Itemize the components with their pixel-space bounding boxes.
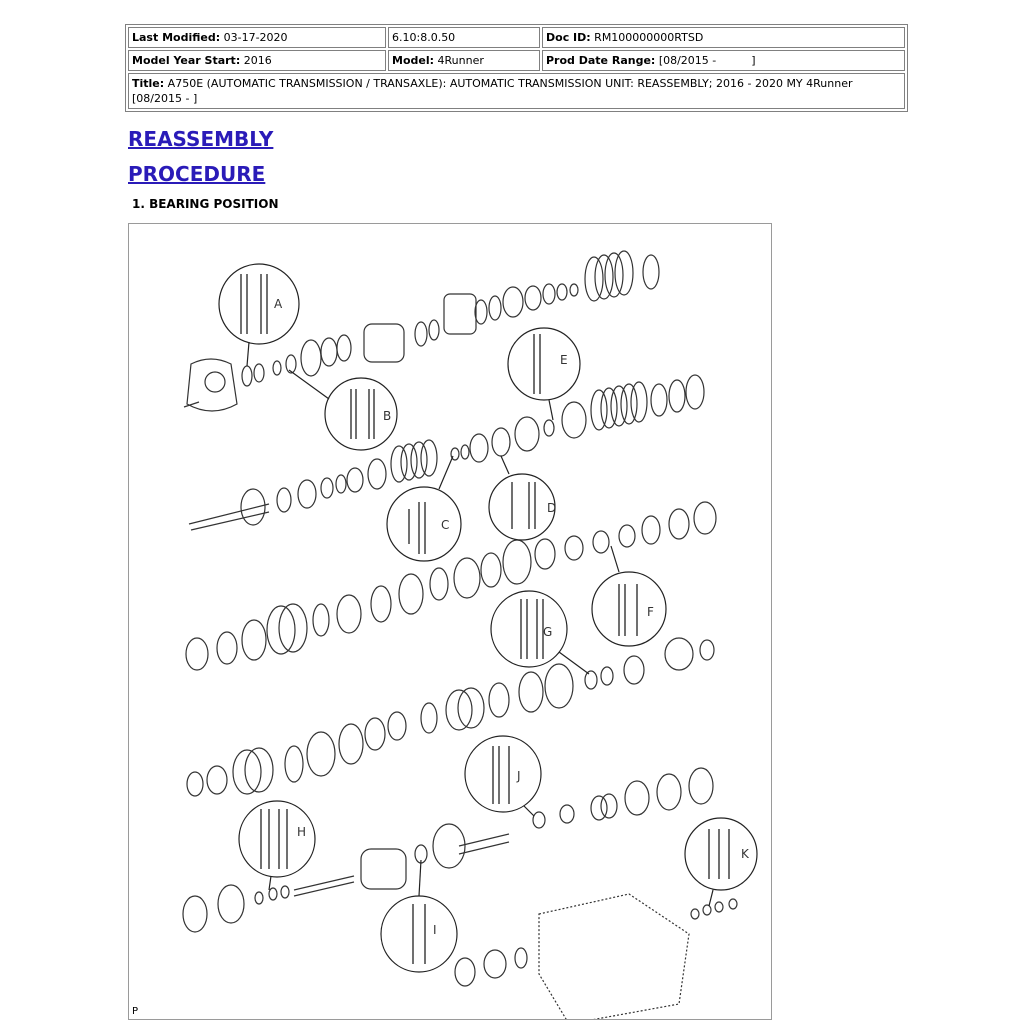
last-modified-cell [128, 27, 386, 48]
callout-e-circle [508, 328, 580, 400]
callout-h-circle [239, 801, 315, 877]
title-cell [128, 73, 905, 109]
callout-g-circle [491, 591, 567, 667]
clutch-drum-1 [364, 324, 404, 362]
intermediate-shaft [294, 876, 354, 890]
callout-label-c: C [441, 518, 450, 532]
callout-a-circle [219, 264, 299, 344]
callout-label-a: A [274, 297, 283, 311]
callout-f-circle [592, 572, 666, 646]
model-value: 4Runner [437, 54, 484, 67]
callout-d-circle [489, 474, 555, 540]
prod-date-cell [542, 50, 905, 71]
title-value: A750E (AUTOMATIC TRANSMISSION / TRANSAXLE): AUTOMATIC TRANSMISSION UNIT: REASSEMBLY; 2016 - 2020 MY 4Runner [08/2015 - ] [132, 77, 853, 105]
clutch-drum-2 [444, 294, 476, 334]
model-label: Model: [392, 54, 435, 67]
prod-date-value: [08/2015 - ] [658, 54, 756, 67]
procedure-heading[interactable]: PROCEDURE [128, 162, 266, 186]
callout-label-i: I [433, 923, 437, 937]
clutch-pack-1 [585, 257, 603, 301]
doc-id-value: RM100000000RTSD [594, 31, 704, 44]
callout-label-e: E [560, 353, 568, 367]
transmission-case [539, 894, 689, 1019]
model-cell [388, 50, 540, 71]
last-modified-label: Last Modified: [132, 31, 221, 44]
exploded-view-drawing [129, 224, 771, 1019]
prod-date-label: Prod Date Range: [546, 54, 656, 67]
title-label: Title: [132, 77, 165, 90]
version-cell [388, 27, 540, 48]
callout-label-k: K [741, 847, 749, 861]
callout-j-circle [465, 736, 541, 812]
step-bearing-position: 1. BEARING POSITION [132, 197, 279, 211]
callout-label-h: H [297, 825, 307, 839]
doc-id-cell [542, 27, 905, 48]
pump-hub [205, 372, 225, 392]
callout-label-g: G [543, 625, 553, 639]
callout-label-d: D [547, 501, 557, 515]
callout-label-j: J [517, 769, 521, 783]
version-value: 6.10:8.0.50 [392, 31, 456, 44]
figure-code: P [132, 1006, 139, 1017]
bearing-callouts [219, 264, 757, 972]
reassembly-heading[interactable]: REASSEMBLY [128, 127, 274, 151]
doc-id-label: Doc ID: [546, 31, 591, 44]
exploded-view-illustration [128, 223, 772, 1020]
clutch-drum-3 [361, 849, 406, 889]
model-year-cell [128, 50, 386, 71]
callout-label-b: B [383, 409, 392, 423]
callout-i-circle [381, 896, 457, 972]
model-year-value: 2016 [243, 54, 272, 67]
model-year-label: Model Year Start: [132, 54, 241, 67]
callout-label-f: F [647, 605, 654, 619]
last-modified-value: 03-17-2020 [223, 31, 288, 44]
document-header-table [125, 24, 908, 112]
callout-c-circle [387, 487, 461, 561]
